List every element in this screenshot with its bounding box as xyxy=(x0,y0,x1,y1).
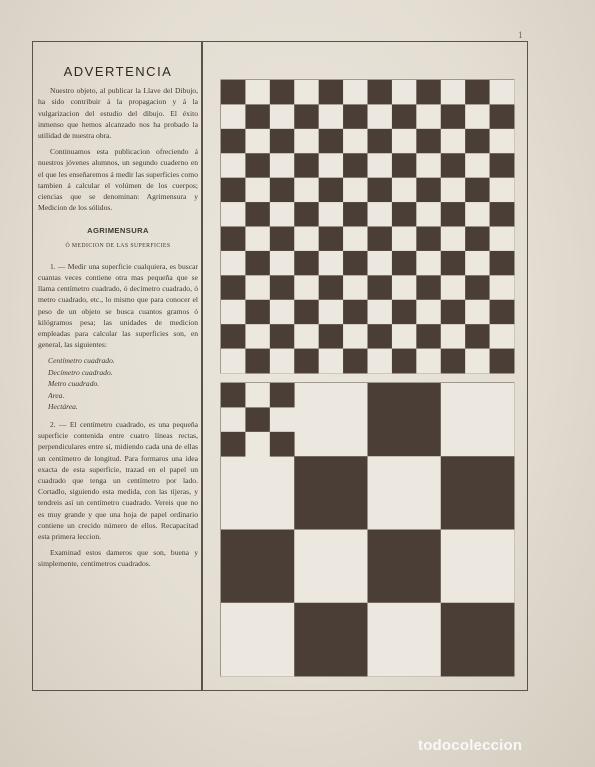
large-board-square xyxy=(368,227,393,252)
large-board-square xyxy=(441,129,466,154)
large-board-square xyxy=(294,275,319,300)
large-board-square xyxy=(270,80,295,105)
large-board-square xyxy=(221,129,246,154)
large-board-square xyxy=(441,80,466,105)
large-board-square xyxy=(490,300,515,325)
large-board-square xyxy=(490,104,515,129)
large-board-square xyxy=(343,80,368,105)
section-paragraph-2: 2. — El centímetro cuadrado, es una pequeña superficie contenida entre cuatro líneas rectas, perpendiculares entre sí, midiendo cada una de ellas un centímetro de longitud. Para formaros una idea exacta de esta superficie, trazad en el papel un cuadrado que tenga un centímetro por lado. Cortadlo, siguiendo esta medida, con las tijeras, y tendreis así un centímetro cuadrado. Vereis que no es muy grande y que una hoja de papel ordinario contiene un crecido número de ellos. Recapacitad esta primera leccion. xyxy=(38,419,198,541)
large-board-square xyxy=(319,80,344,105)
large-board-square xyxy=(392,153,417,178)
large-board-square xyxy=(294,80,319,105)
detail-board-square xyxy=(441,603,515,677)
large-board-square xyxy=(221,324,246,349)
detail-board-square xyxy=(294,383,368,457)
large-board-square xyxy=(245,275,270,300)
page-title: ADVERTENCIA xyxy=(63,64,173,79)
large-board-square xyxy=(465,80,490,105)
large-board-square xyxy=(441,300,466,325)
large-board-square xyxy=(221,349,246,374)
large-board-square xyxy=(294,349,319,374)
detail-inset-square xyxy=(245,407,270,432)
large-board-square xyxy=(319,202,344,227)
large-board-square xyxy=(416,227,441,252)
large-board-square xyxy=(392,251,417,276)
large-board-square xyxy=(465,153,490,178)
large-board-square xyxy=(392,129,417,154)
detail-board-square xyxy=(441,456,515,530)
intro-paragraph-1: Nuestro objeto, al publicar la Llave del Dibujo, ha sido contribuir á la propagacion y á la vulgarizacion del estudio del dibujo. El éxito inmenso que hemos alcanzado nos ha probado la utilidad de nuestra obra. xyxy=(38,86,198,141)
detail-board-square xyxy=(294,456,368,530)
large-board-square xyxy=(245,251,270,276)
large-board-square xyxy=(368,178,393,203)
large-board-square xyxy=(270,251,295,276)
large-board-square xyxy=(343,104,368,129)
detail-inset-square xyxy=(221,383,246,408)
large-board-square xyxy=(319,153,344,178)
unit-item: Metro cuadrado. xyxy=(48,379,100,389)
detail-board-square xyxy=(221,603,295,677)
detail-inset-square xyxy=(245,383,270,408)
detail-inset-checkerboard xyxy=(221,383,295,457)
large-board-square xyxy=(490,324,515,349)
large-board-square xyxy=(441,202,466,227)
large-board-square xyxy=(368,153,393,178)
large-board-square xyxy=(490,80,515,105)
large-board-square xyxy=(221,251,246,276)
large-board-square xyxy=(465,178,490,203)
large-board-square xyxy=(416,80,441,105)
large-board-square xyxy=(490,275,515,300)
large-board-square xyxy=(368,275,393,300)
large-board-square xyxy=(319,349,344,374)
large-board-square xyxy=(465,251,490,276)
detail-inset-square xyxy=(270,383,295,408)
large-board-square xyxy=(319,129,344,154)
large-board-square xyxy=(368,349,393,374)
large-board-square xyxy=(392,275,417,300)
large-board-square xyxy=(416,324,441,349)
large-board-square xyxy=(441,324,466,349)
large-board-square xyxy=(270,104,295,129)
large-board-square xyxy=(368,202,393,227)
large-board-square xyxy=(221,227,246,252)
large-board-square xyxy=(294,251,319,276)
large-board-square xyxy=(343,202,368,227)
large-board-square xyxy=(221,202,246,227)
detail-inset-square xyxy=(221,407,246,432)
detail-board-square xyxy=(368,456,442,530)
large-board-square xyxy=(245,80,270,105)
large-board-square xyxy=(465,349,490,374)
large-board-square xyxy=(392,349,417,374)
large-board-square xyxy=(319,104,344,129)
large-board-square xyxy=(465,104,490,129)
large-board-square xyxy=(441,349,466,374)
large-board-square xyxy=(490,202,515,227)
large-board-square xyxy=(294,227,319,252)
section-paragraph-3: Examinad estos dameros que son, buena y simplemente, centímetros cuadrados. xyxy=(38,548,198,569)
detail-board-square xyxy=(221,530,295,604)
large-board-square xyxy=(368,104,393,129)
large-board-square xyxy=(270,202,295,227)
large-board-square xyxy=(343,129,368,154)
large-board-square xyxy=(270,153,295,178)
large-board-square xyxy=(465,129,490,154)
large-board-square xyxy=(221,178,246,203)
large-board-square xyxy=(221,80,246,105)
large-board-square xyxy=(490,251,515,276)
large-board-square xyxy=(490,153,515,178)
large-board-square xyxy=(270,349,295,374)
large-board-square xyxy=(368,251,393,276)
large-board-square xyxy=(294,129,319,154)
large-board-square xyxy=(221,300,246,325)
large-board-square xyxy=(245,300,270,325)
large-board-square xyxy=(343,227,368,252)
large-board-square xyxy=(416,153,441,178)
large-board-square xyxy=(392,300,417,325)
large-board-square xyxy=(416,349,441,374)
large-board-square xyxy=(294,324,319,349)
large-board-square xyxy=(392,324,417,349)
large-board-square xyxy=(221,275,246,300)
large-board-square xyxy=(221,153,246,178)
large-board-square xyxy=(490,349,515,374)
section-paragraph-1: 1. — Medir una superficie cualquiera, es buscar cuantas veces contiene otra mas pequeña que se llama centímetro cuadrado, ó decímetro cuadrado, ó metro cuadrado, etc., lo mismo que para conocer el peso de un objeto se busca cuantos gramos ó kilógramos pesa; las unidades de medicion empleadas para calcular las superficies son, en general, las siguientes: xyxy=(38,261,198,350)
large-board-square xyxy=(416,300,441,325)
detail-board-square xyxy=(221,456,295,530)
large-board-square xyxy=(221,104,246,129)
detail-board-square xyxy=(368,603,442,677)
large-board-square xyxy=(245,324,270,349)
unit-item: Centímetro cuadrado. xyxy=(48,356,115,366)
large-board-square xyxy=(490,178,515,203)
large-board-square xyxy=(245,104,270,129)
large-board-square xyxy=(490,227,515,252)
detail-board-square xyxy=(368,383,442,457)
large-board-square xyxy=(368,129,393,154)
large-board-square xyxy=(270,227,295,252)
section-subtitle: Ó MEDICION DE LAS SUPERFICIES xyxy=(65,242,171,249)
large-board-square xyxy=(392,202,417,227)
large-board-square xyxy=(319,275,344,300)
large-board-square xyxy=(319,324,344,349)
large-board-square xyxy=(245,178,270,203)
large-board-square xyxy=(343,324,368,349)
large-board-square xyxy=(294,153,319,178)
detail-inset-square xyxy=(270,407,295,432)
large-board-square xyxy=(368,300,393,325)
large-board-square xyxy=(465,275,490,300)
large-board-square xyxy=(465,227,490,252)
watermark-logo: todocoleccion xyxy=(418,737,523,754)
large-board-square xyxy=(319,178,344,203)
intro-paragraph-2: Continuamos esta publicacion ofreciendo á nuestros jóvenes alumnos, un segundo cuaderno en el que les enseñaremos á medir las superficies como tambien á calcular el volúmen de los cuerpos; ciencias que se denominan: Agrimensura y Medicion de los sólidos. xyxy=(38,147,198,213)
large-board-square xyxy=(441,104,466,129)
large-board-square xyxy=(294,300,319,325)
large-board-square xyxy=(270,129,295,154)
large-board-square xyxy=(270,300,295,325)
large-board-square xyxy=(343,300,368,325)
large-board-square xyxy=(245,129,270,154)
large-board-square xyxy=(294,202,319,227)
large-board-square xyxy=(319,300,344,325)
page-number: 1 xyxy=(518,30,523,40)
large-board-square xyxy=(490,129,515,154)
large-board-square xyxy=(392,227,417,252)
detail-board-square xyxy=(441,383,515,457)
large-board-square xyxy=(441,251,466,276)
large-board-square xyxy=(392,178,417,203)
large-board-square xyxy=(270,275,295,300)
detail-board-square xyxy=(294,530,368,604)
detail-board-square xyxy=(368,530,442,604)
large-board-square xyxy=(392,104,417,129)
large-board-square xyxy=(416,202,441,227)
large-checkerboard xyxy=(221,80,514,373)
unit-item: Hectárea. xyxy=(48,402,78,412)
large-board-square xyxy=(294,104,319,129)
large-board-square xyxy=(368,324,393,349)
large-board-square xyxy=(270,324,295,349)
large-board-square xyxy=(416,275,441,300)
large-board-square xyxy=(245,349,270,374)
detail-board-square xyxy=(294,603,368,677)
large-board-square xyxy=(245,227,270,252)
large-board-square xyxy=(441,275,466,300)
large-board-square xyxy=(343,349,368,374)
large-board-square xyxy=(343,153,368,178)
large-board-square xyxy=(416,178,441,203)
large-board-square xyxy=(343,251,368,276)
large-board-square xyxy=(416,129,441,154)
unit-item: Decímetro cuadrado. xyxy=(48,367,113,377)
large-board-square xyxy=(270,178,295,203)
large-board-square xyxy=(441,153,466,178)
large-board-square xyxy=(465,202,490,227)
detail-inset-square xyxy=(221,432,246,457)
section-title: AGRIMENSURA xyxy=(87,226,149,236)
large-board-square xyxy=(392,80,417,105)
detail-inset-square xyxy=(270,432,295,457)
large-board-square xyxy=(294,178,319,203)
large-board-square xyxy=(441,227,466,252)
detail-board-square xyxy=(441,530,515,604)
large-board-square xyxy=(319,227,344,252)
large-board-square xyxy=(441,178,466,203)
large-board-square xyxy=(416,251,441,276)
large-board-square xyxy=(465,324,490,349)
large-board-square xyxy=(245,153,270,178)
large-board-square xyxy=(245,202,270,227)
large-board-square xyxy=(416,104,441,129)
large-board-square xyxy=(465,300,490,325)
large-board-square xyxy=(343,275,368,300)
unit-item: Area. xyxy=(48,390,65,400)
large-board-square xyxy=(343,178,368,203)
large-board-square xyxy=(368,80,393,105)
detail-inset-square xyxy=(245,432,270,457)
large-board-square xyxy=(319,251,344,276)
